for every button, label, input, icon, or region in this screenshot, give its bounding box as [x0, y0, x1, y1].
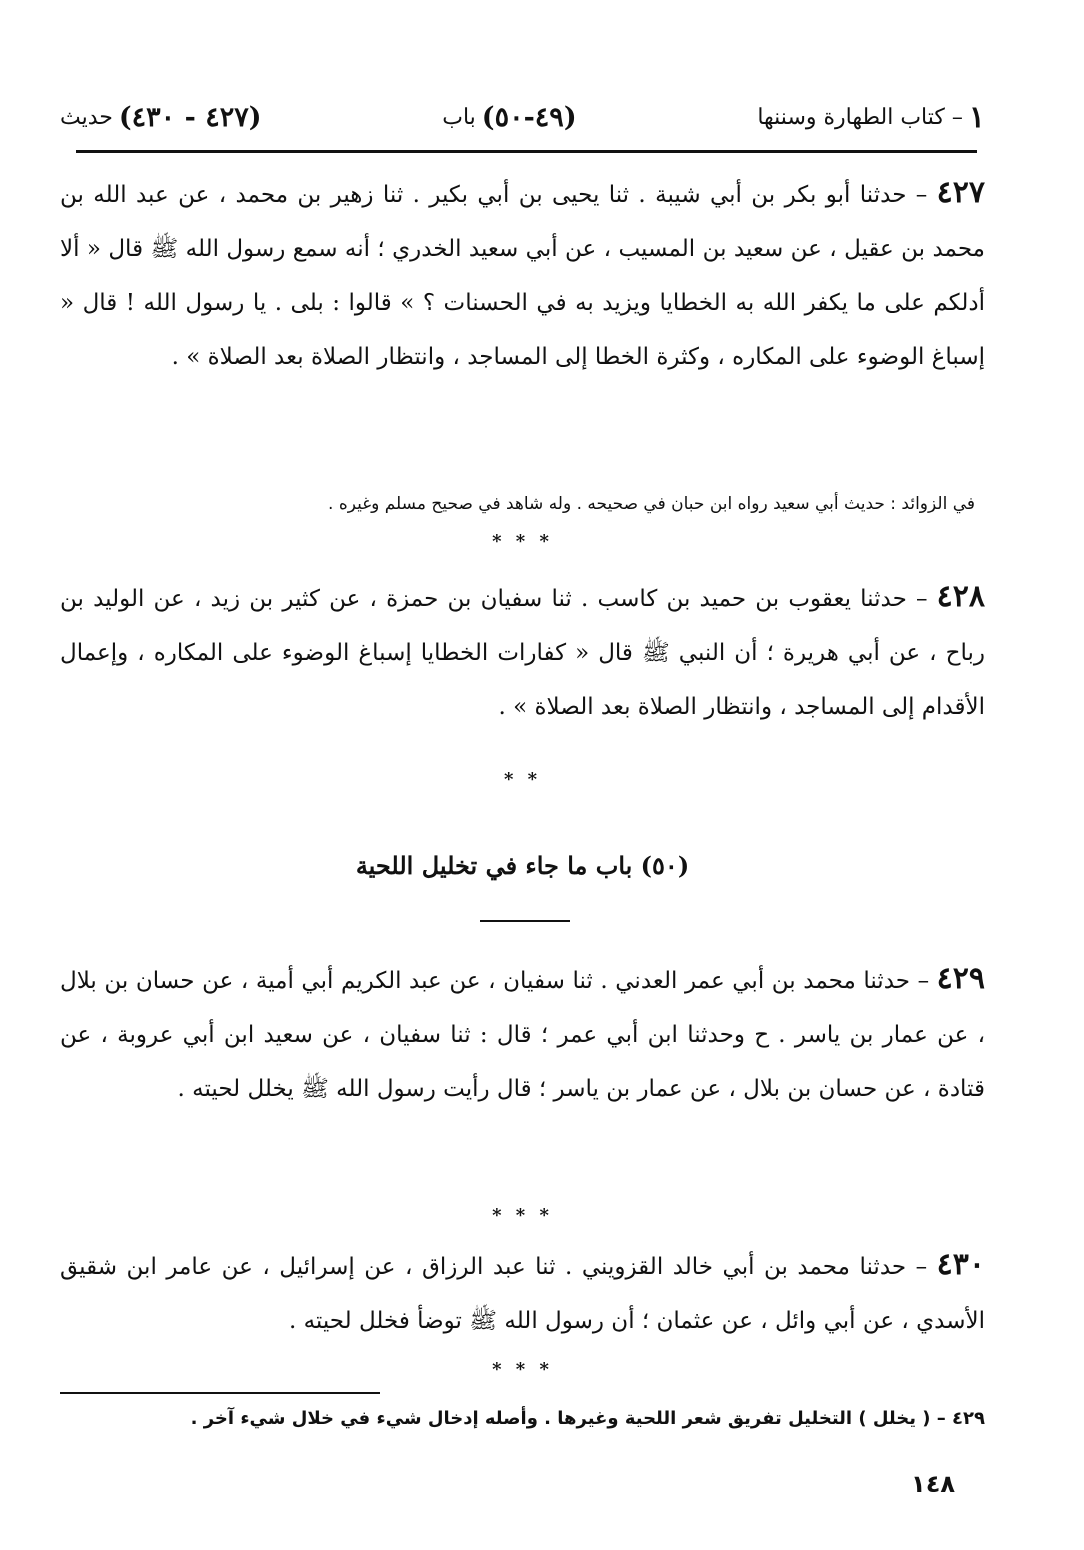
- hadith-427: [60, 166, 985, 384]
- header-book-title: – كتاب الطهارة وسننها: [757, 104, 963, 130]
- hadith-number: ٤٢٩: [936, 961, 985, 996]
- header-chapter: [442, 102, 576, 133]
- running-header: [60, 92, 985, 142]
- separator-stars: * * *: [492, 531, 553, 552]
- separator-stars: * * *: [492, 1359, 553, 1380]
- separator-stars: * * *: [492, 1205, 553, 1226]
- hadith-number: ٤٢٨: [936, 579, 985, 614]
- page-number: ١٤٨: [911, 1470, 955, 1498]
- header-book-number: ١: [968, 99, 985, 135]
- hadith-number: ٤٣٠: [936, 1247, 985, 1282]
- header-hadith: [60, 102, 261, 133]
- hadith-428: [60, 570, 985, 734]
- book-page: [60, 70, 985, 1510]
- header-chapter-label: باب: [442, 104, 476, 130]
- zawaid-note: في الزوائد : حديث أبي سعيد رواه ابن حبان في صحيحه . وله شاهد في صحيح مسلم وغيره .: [328, 494, 975, 514]
- header-hadith-range: (٤٢٧ - ٤٣٠): [118, 101, 262, 133]
- footnote-divider: [60, 1392, 380, 1394]
- hadith-text: – حدثنا يعقوب بن حميد بن كاسب . ثنا سفيان بن حمزة ، عن كثير بن زيد ، عن الوليد بن رباح ، عن أبي هريرة ؛ أن النبي ﷺ قال « كفارات الخطايا إسباغ الوضوء على المكاره ، وإعمال الأقدام إلى المساجد ، وانتظار الصلاة بعد الصلاة » .: [60, 586, 985, 720]
- header-hadith-label: حديث: [60, 104, 113, 130]
- footnote: ٤٢٩ – ( يخلل ) التخليل تفريق شعر اللحية وغيرها . وأصله إدخال شيء في خلال شيء آخر .: [190, 1408, 985, 1429]
- hadith-429: [60, 952, 985, 1116]
- hadith-text: – حدثنا محمد بن أبي خالد القزويني . ثنا عبد الرزاق ، عن إسرائيل ، عن عامر ابن شقيق الأسدي ، عن أبي وائل ، عن عثمان ؛ أن رسول الله ﷺ توضأ فخلل لحيته .: [60, 1254, 985, 1334]
- hadith-text: – حدثنا محمد بن أبي عمر العدني . ثنا سفيان ، عن عبد الكريم أبي أمية ، عن حسان بن بلال ، عن عمار بن ياسر . ح وحدثنا ابن أبي عمر ؛ قال : ثنا سفيان ، عن سعيد ابن أبي عروبة ، عن قتادة ، عن حسان بن بلال ، عن عمار بن ياسر ؛ قال رأيت رسول الله ﷺ يخلل لحيته .: [60, 968, 985, 1102]
- chapter-title: (٥٠) باب ما جاء في تخليل اللحية: [355, 851, 690, 880]
- header-chapter-range: (٤٩-٥٠): [481, 101, 577, 133]
- hadith-text: – حدثنا أبو بكر بن أبي شيبة . ثنا يحيى بن أبي بكير . ثنا زهير بن محمد ، عن عبد الله بن محمد بن عقيل ، عن سعيد بن المسيب ، عن أبي سعيد الخدري ؛ أنه سمع رسول الله ﷺ قال « ألا أدلكم على ما يكفر الله به الخطايا ويزيد به في الحسنات ؟ » قالوا : بلى . يا رسول الله ! قال « إسباغ الوضوء على المكاره ، وكثرة الخطا إلى المساجد ، وانتظار الصلاة بعد الصلاة » .: [60, 182, 985, 370]
- header-book: [757, 100, 985, 135]
- header-divider: [76, 150, 977, 153]
- hadith-430: [60, 1238, 985, 1348]
- chapter-divider: [480, 920, 570, 922]
- hadith-number: ٤٢٧: [936, 175, 985, 210]
- separator-stars: * *: [503, 769, 542, 790]
